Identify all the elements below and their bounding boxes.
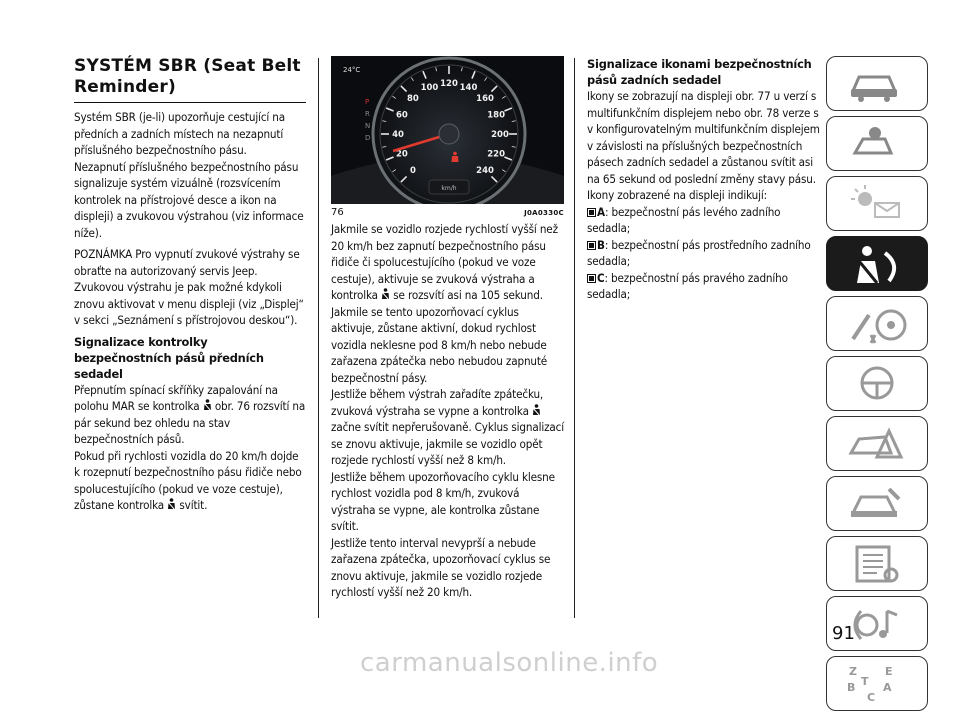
seatbelt-airbag-icon (845, 243, 909, 285)
column-middle (331, 56, 564, 601)
column-divider (318, 58, 319, 618)
gear-n: N (365, 122, 371, 130)
seat-indicator-icon (587, 274, 596, 283)
speedometer-image (331, 56, 564, 204)
figure-code: J0A0330C (524, 209, 564, 217)
paragraph: Ikony se zobrazují na displeji obr. 77 u verzí s multifunkčním displejem nebo obr. 78 verze s v konfigurovatelným multifunkčním displejem v závislosti na příslušných bezpečnostních pásech zadních sedadel a zůstanou svítit asi na 65 sekund od poslední změny stavy pásu. (587, 89, 820, 186)
warning-lights-icon (845, 183, 909, 225)
steering-wheel-icon (845, 363, 909, 405)
index-icon (845, 663, 909, 705)
tab-safety[interactable] (826, 236, 928, 291)
subheading: Signalizace kontrolky bezpečnostních pásů předních sedadel (74, 334, 264, 381)
maintenance-icon (845, 303, 909, 345)
specs-list-icon (845, 543, 909, 585)
seatbelt-warning-icon (167, 498, 176, 511)
tab-key[interactable] (826, 116, 928, 171)
paragraph: Systém SBR (je-li) upozorňuje cestující na předních a zadních místech na nezapnutí příslušného bezpečnostního pásu. (74, 110, 286, 157)
speed-label: 0 (409, 166, 416, 177)
speed-label: 240 (476, 166, 494, 177)
note-paragraph: POZNÁMKA Pro vypnutí zvukové výstrahy se obraťte na autorizovaný servis Jeep. Zvukovou výstrahu je pak možné kdykoli znovu aktivovat v menu displeji (viz „Displej“ v sekci „Seznámení s přístrojovou deskou“). (74, 247, 304, 327)
car-dashboard-icon (845, 63, 909, 105)
list-item: C: bezpečnostní pás pravého zadního sedadla; (587, 270, 788, 301)
seatbelt-warning-icon (203, 399, 212, 412)
list-item: B: bezpečnostní pás prostředního zadního sedadla; (587, 237, 811, 268)
tab-service[interactable] (826, 476, 928, 531)
seatbelt-warning-icon (532, 404, 541, 417)
speed-label: 160 (476, 93, 494, 104)
section-title: SYSTÉM SBR (Seat Belt Reminder) (74, 56, 306, 103)
paragraph: Jestliže během výstrah zařadíte zpátečku, zvuková výstraha se vypne a kontrolka začne svítit nepřerušovaně. Cyklus signalizací se znovu aktivuje, jakmile se vozidlo opět rozjede rychlostí vyšší než 8 km/h. (331, 387, 564, 467)
paragraph: Jestliže tento interval nevyprší a nebude zařazena zpátečka, upozorňovací cyklus se znovu aktivuje, jakmile se vozidlo rozjede rychlostí vyšší než 20 km/h. (331, 535, 551, 599)
figure-number: 76 (331, 207, 344, 218)
tab-specs[interactable] (826, 536, 928, 591)
tab-index[interactable] (826, 656, 928, 711)
list-item: A: bezpečnostní pás levého zadního sedadla; (587, 204, 781, 235)
instrument-cluster-photo (331, 56, 564, 204)
paragraph: Jakmile se tento upozorňovací cyklus aktivuje, zůstane aktivní, dokud rychlost vozidla neklesne pod 8 km/h nebo nebude zařazena zpátečka nebo nebudou zapnuté bezpečnostní pásy. (331, 304, 548, 385)
column-divider (574, 58, 575, 618)
svg-text:C: C (867, 691, 876, 704)
speed-label: 100 (420, 82, 439, 93)
tab-starting[interactable] (826, 296, 928, 351)
gear-p: P (365, 98, 370, 106)
speed-label: 140 (459, 82, 478, 93)
tab-dashboard[interactable] (826, 56, 928, 111)
svg-text:E: E (885, 665, 893, 678)
paragraph: Ikony zobrazené na displeji indikují: (587, 188, 767, 202)
svg-text:T: T (861, 675, 869, 688)
breakdown-icon (845, 423, 909, 465)
svg-text:B: B (847, 681, 856, 694)
watermark: carmanualsonline.info (360, 648, 659, 678)
gear-r: R (365, 110, 370, 118)
page-number: 91 (832, 623, 855, 644)
paragraph: Jestliže během upozorňovacího cyklu klesne rychlost vozidla pod 8 km/h, zvuková výstraha se vypne, ale kontrolka zůstane svítit. (331, 469, 555, 533)
speed-label: 180 (487, 110, 505, 121)
tab-driving[interactable] (826, 356, 928, 411)
speed-label: 200 (491, 130, 509, 140)
paragraph: Pokud při rychlosti vozidla do 20 km/h dojde k rozepnutí bezpečnostního pásu řidiče nebo spolucestujícího (pokud ve voze cestuje), zůstane kontrolka svítit. (74, 448, 302, 512)
chapter-tabs (826, 56, 928, 716)
temperature-readout: 24°C (343, 66, 361, 74)
seat-indicator-icon (587, 241, 596, 250)
subheading: Signalizace ikonami bezpečnostních pásů zadních sedadel (587, 57, 812, 87)
gear-d: D (365, 134, 371, 142)
svg-text:A: A (883, 681, 892, 694)
speed-label: 20 (395, 149, 408, 160)
speed-label: 120 (440, 79, 458, 89)
svg-text:Z: Z (849, 665, 857, 678)
tab-warnings[interactable] (826, 176, 928, 231)
figure-caption (331, 207, 564, 218)
key-location-icon (845, 123, 909, 165)
paragraph: Nezapnutí příslušného bezpečnostního pásu signalizuje systém vizuálně (rozsvícením kontrolek na přístrojové desce a ikon na displeji) a zvukovou výstrahou (viz informace níže). (74, 159, 304, 240)
speed-label: 220 (487, 149, 505, 160)
service-car-icon (845, 483, 909, 525)
speed-label: 80 (407, 93, 419, 104)
paragraph: Přepnutím spínací skříňky zapalování na polohu MAR se kontrolka obr. 76 rozsvítí na pár sekund bez ohledu na stav bezpečnostních pásů. (74, 382, 306, 446)
column-left (74, 56, 306, 514)
column-right (587, 56, 820, 303)
seat-indicator-icon (587, 208, 596, 217)
speed-label: 60 (395, 110, 408, 121)
tab-emergency[interactable] (826, 416, 928, 471)
paragraph: Jakmile se vozidlo rozjede rychlostí vyšší než 20 km/h bez zapnutí bezpečnostního pásu řidiče či spolucestujícího (pokud ve voze cestuje), aktivuje se zvuková výstraha a kontrolka se rozsvítí asi na 105 sekund. (331, 222, 558, 302)
unit-label: km/h (441, 185, 457, 192)
speed-label: 40 (392, 130, 404, 140)
seatbelt-warning-icon (381, 288, 390, 301)
